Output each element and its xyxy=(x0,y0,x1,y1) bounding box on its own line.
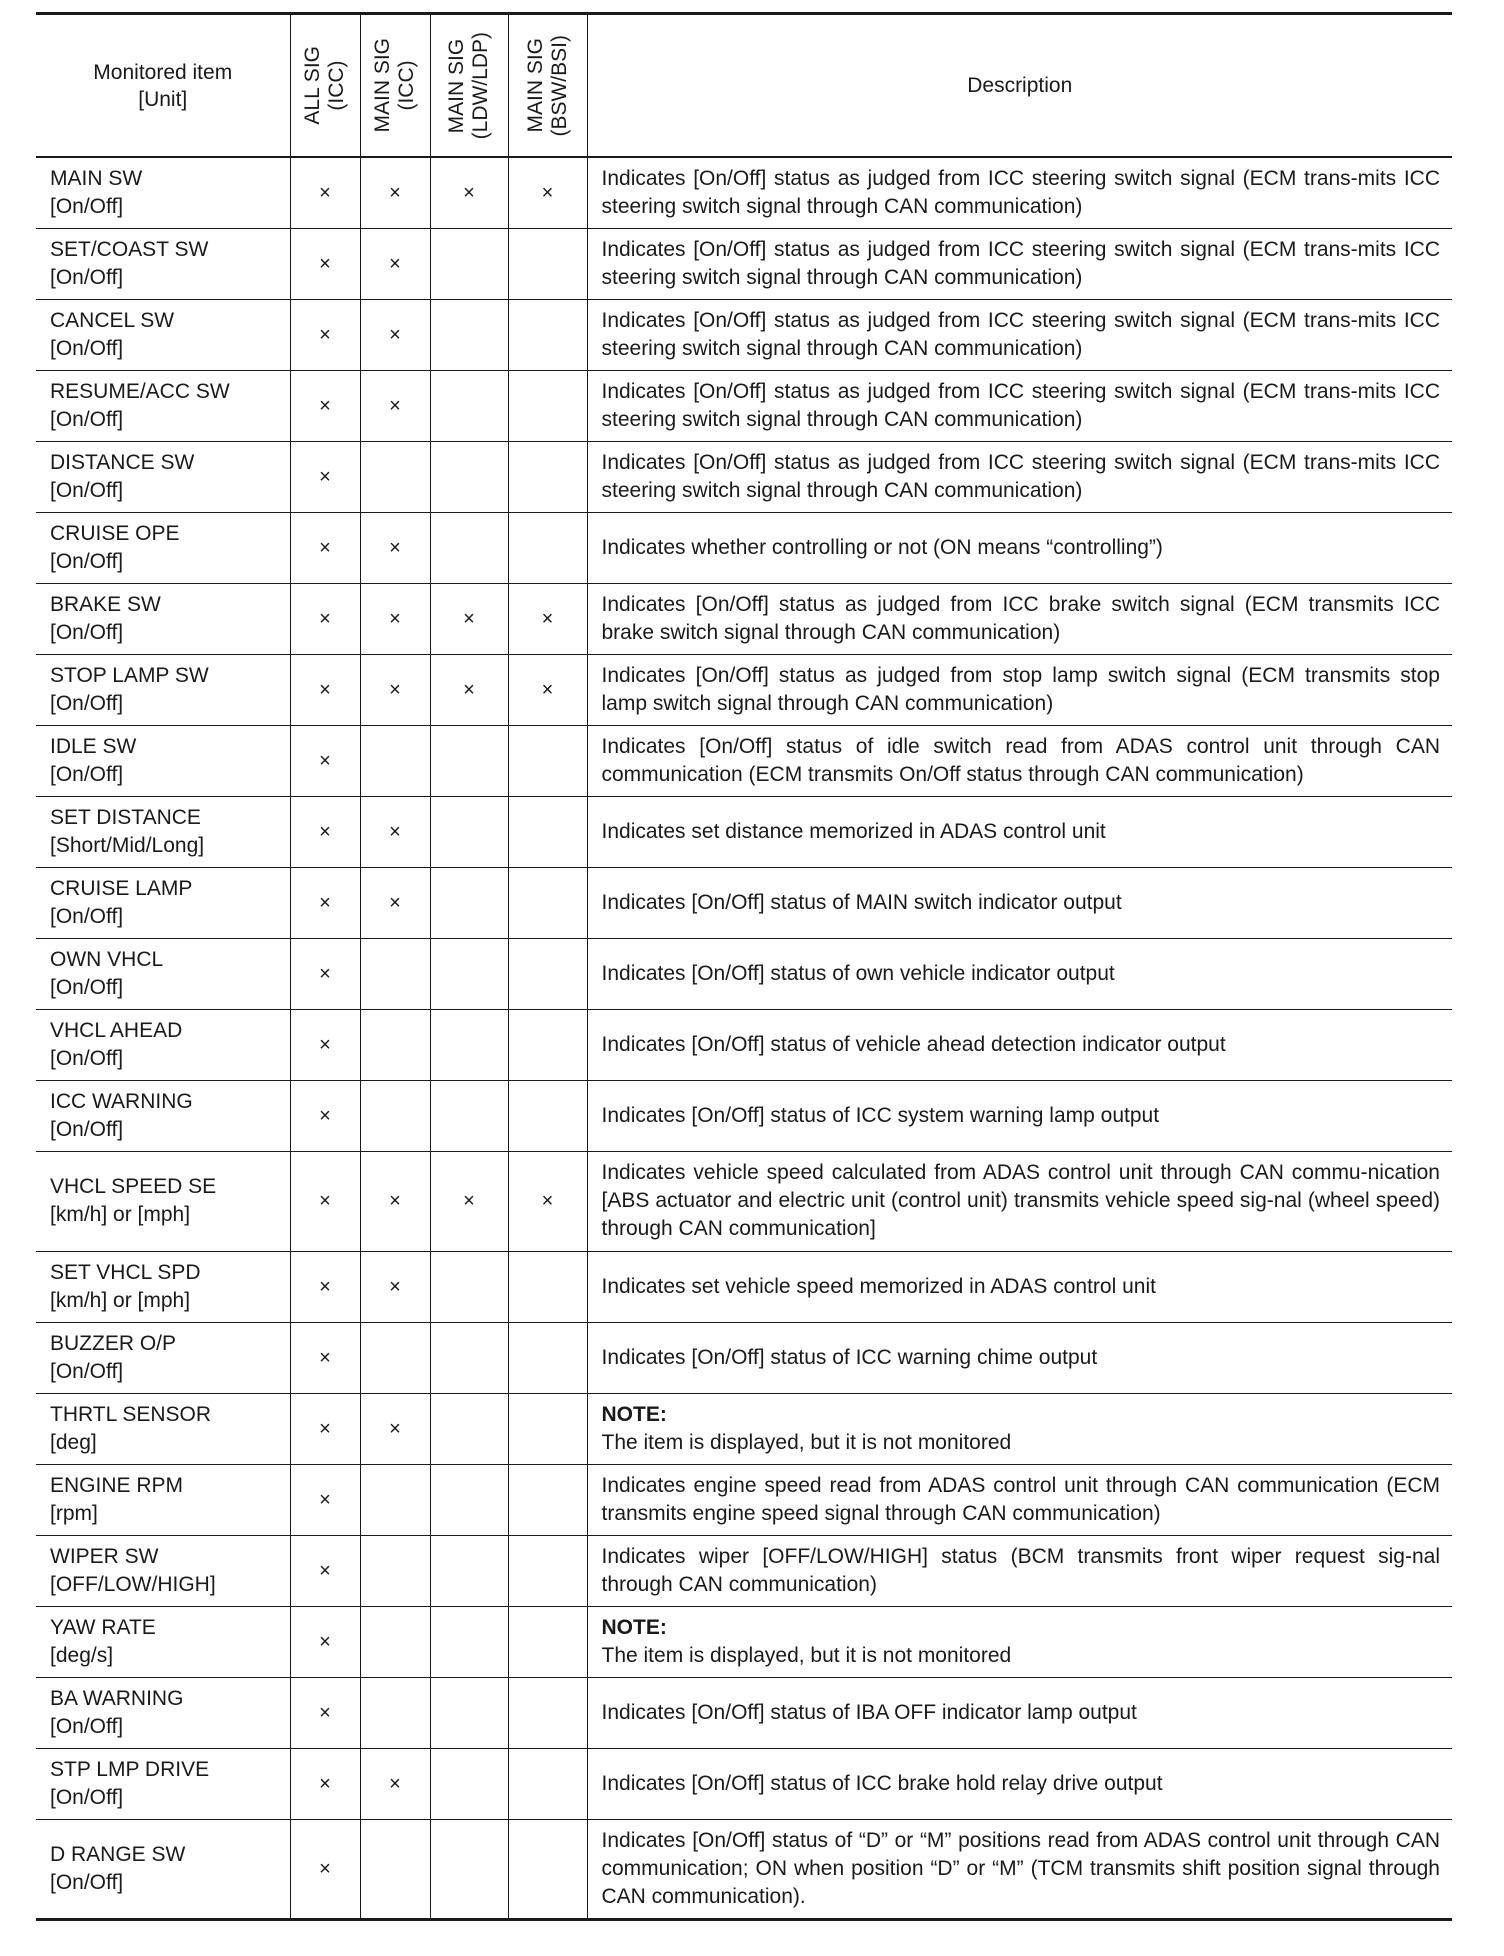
signal-mark-cell-3: × xyxy=(430,157,508,228)
signal-mark-cell-2 xyxy=(360,1677,430,1748)
header-main-sig-ldw-ldp xyxy=(430,14,508,158)
header-description-label: Description xyxy=(967,74,1073,97)
description-cell: Indicates engine speed read from ADAS control unit through CAN communication (ECM transmits engine speed signal through CAN communication) xyxy=(587,1464,1452,1535)
signal-mark-cell-2 xyxy=(360,725,430,796)
table-row xyxy=(36,1251,1452,1322)
signal-mark-cell-2 xyxy=(360,1464,430,1535)
signal-mark-cell-2 xyxy=(360,1322,430,1393)
monitored-item-cell: CRUISE LAMP [On/Off] xyxy=(36,867,290,938)
table-row xyxy=(36,1819,1452,1919)
table-row xyxy=(36,654,1452,725)
signal-mark-cell-1: × xyxy=(290,441,360,512)
monitored-item-cell: D RANGE SW [On/Off] xyxy=(36,1819,290,1919)
description-cell: Indicates [On/Off] status of ICC system warning lamp output xyxy=(587,1080,1452,1151)
header-main-sig-ldw-ldp-label: MAIN SIG (LDW/LDP) xyxy=(445,31,492,140)
monitored-item-cell: WIPER SW [OFF/LOW/HIGH] xyxy=(36,1535,290,1606)
header-main-sig-bsw-bsi-label: MAIN SIG (BSW/BSI) xyxy=(523,34,571,137)
table-row xyxy=(36,1009,1452,1080)
signal-mark-cell-3 xyxy=(430,1322,508,1393)
description-cell: Indicates [On/Off] status of own vehicle indicator output xyxy=(587,938,1452,1009)
table-row xyxy=(36,1393,1452,1464)
header-monitored-item-label: Monitored item [Unit] xyxy=(93,60,233,111)
signal-mark-cell-1: × xyxy=(290,583,360,654)
description-cell: Indicates [On/Off] status of “D” or “M” positions read from ADAS control unit through CAN communication; ON when position “D” or “M” (TCM transmits shift position signal through CAN communication). xyxy=(587,1819,1452,1919)
table-row xyxy=(36,370,1452,441)
description-cell: Indicates [On/Off] status as judged from stop lamp switch signal (ECM transmits stop lamp switch signal through CAN communication) xyxy=(587,654,1452,725)
description-cell: Indicates wiper [OFF/LOW/HIGH] status (BCM transmits front wiper request sig-nal through CAN communication) xyxy=(587,1535,1452,1606)
monitored-item-cell: OWN VHCL [On/Off] xyxy=(36,938,290,1009)
description-cell: Indicates [On/Off] status as judged from ICC steering switch signal (ECM trans-mits ICC steering switch signal through CAN communication) xyxy=(587,441,1452,512)
signal-mark-cell-4 xyxy=(508,370,587,441)
signal-mark-cell-1: × xyxy=(290,1251,360,1322)
signal-mark-cell-2: × xyxy=(360,867,430,938)
description-cell xyxy=(587,1393,1452,1464)
signal-mark-cell-4 xyxy=(508,441,587,512)
description-cell: Indicates [On/Off] status of ICC warning chime output xyxy=(587,1322,1452,1393)
description-cell: Indicates [On/Off] status of IBA OFF indicator lamp output xyxy=(587,1677,1452,1748)
monitored-item-cell: THRTL SENSOR [deg] xyxy=(36,1393,290,1464)
signal-mark-cell-2: × xyxy=(360,1151,430,1251)
table-row xyxy=(36,1535,1452,1606)
table-row xyxy=(36,1080,1452,1151)
table-row xyxy=(36,1464,1452,1535)
table-row xyxy=(36,725,1452,796)
monitored-item-cell: BUZZER O/P [On/Off] xyxy=(36,1322,290,1393)
signal-mark-cell-4 xyxy=(508,1819,587,1919)
signal-mark-cell-1: × xyxy=(290,1606,360,1677)
signal-mark-cell-4 xyxy=(508,1748,587,1819)
signal-mark-cell-4 xyxy=(508,796,587,867)
signal-mark-cell-3: × xyxy=(430,583,508,654)
signal-mark-cell-3 xyxy=(430,796,508,867)
signal-mark-cell-4 xyxy=(508,1251,587,1322)
signal-mark-cell-2: × xyxy=(360,1393,430,1464)
description-cell: Indicates [On/Off] status as judged from ICC steering switch signal (ECM trans-mits ICC steering switch signal through CAN communication) xyxy=(587,299,1452,370)
signal-mark-cell-2 xyxy=(360,1819,430,1919)
monitored-item-cell: RESUME/ACC SW [On/Off] xyxy=(36,370,290,441)
signal-mark-cell-1: × xyxy=(290,1464,360,1535)
signal-mark-cell-3 xyxy=(430,1251,508,1322)
signal-mark-cell-4: × xyxy=(508,654,587,725)
signal-mark-cell-3: × xyxy=(430,1151,508,1251)
signal-mark-cell-3 xyxy=(430,441,508,512)
signal-mark-cell-2: × xyxy=(360,157,430,228)
signal-mark-cell-1: × xyxy=(290,867,360,938)
signal-mark-cell-1: × xyxy=(290,796,360,867)
signal-mark-cell-3 xyxy=(430,1009,508,1080)
monitored-item-cell: CANCEL SW [On/Off] xyxy=(36,299,290,370)
signal-mark-cell-4 xyxy=(508,1393,587,1464)
monitored-item-cell: CRUISE OPE [On/Off] xyxy=(36,512,290,583)
signal-mark-cell-1: × xyxy=(290,1819,360,1919)
signal-mark-cell-3 xyxy=(430,512,508,583)
header-all-sig-icc-label: ALL SIG (ICC) xyxy=(301,46,348,125)
signal-mark-cell-3 xyxy=(430,1748,508,1819)
description-cell: Indicates set vehicle speed memorized in ADAS control unit xyxy=(587,1251,1452,1322)
description-cell: Indicates whether controlling or not (ON means “controlling”) xyxy=(587,512,1452,583)
table-row xyxy=(36,1322,1452,1393)
note-text: The item is displayed, but it is not monitored xyxy=(601,1643,1012,1667)
monitored-item-cell: STOP LAMP SW [On/Off] xyxy=(36,654,290,725)
table-row xyxy=(36,1748,1452,1819)
monitored-item-cell: IDLE SW [On/Off] xyxy=(36,725,290,796)
signal-mark-cell-2: × xyxy=(360,654,430,725)
monitored-item-cell: DISTANCE SW [On/Off] xyxy=(36,441,290,512)
signal-mark-cell-3 xyxy=(430,370,508,441)
signal-mark-cell-1: × xyxy=(290,725,360,796)
signal-mark-cell-3 xyxy=(430,299,508,370)
signal-mark-cell-1: × xyxy=(290,1393,360,1464)
signal-mark-cell-4 xyxy=(508,1322,587,1393)
monitor-item-table xyxy=(36,12,1452,1921)
signal-mark-cell-2: × xyxy=(360,796,430,867)
table-row xyxy=(36,299,1452,370)
header-main-sig-bsw-bsi xyxy=(508,14,587,158)
note-label: NOTE: xyxy=(601,1402,667,1426)
signal-mark-cell-4 xyxy=(508,1464,587,1535)
monitored-item-cell: SET DISTANCE [Short/Mid/Long] xyxy=(36,796,290,867)
signal-mark-cell-4: × xyxy=(508,157,587,228)
signal-mark-cell-4 xyxy=(508,1080,587,1151)
monitored-item-cell: BRAKE SW [On/Off] xyxy=(36,583,290,654)
signal-mark-cell-4 xyxy=(508,1009,587,1080)
signal-mark-cell-1: × xyxy=(290,157,360,228)
signal-mark-cell-4 xyxy=(508,725,587,796)
table-row xyxy=(36,441,1452,512)
signal-mark-cell-4 xyxy=(508,1606,587,1677)
description-cell: Indicates [On/Off] status of ICC brake hold relay drive output xyxy=(587,1748,1452,1819)
signal-mark-cell-4 xyxy=(508,1677,587,1748)
header-main-sig-icc xyxy=(360,14,430,158)
signal-mark-cell-4 xyxy=(508,938,587,1009)
signal-mark-cell-1: × xyxy=(290,512,360,583)
table-row xyxy=(36,512,1452,583)
signal-mark-cell-4 xyxy=(508,512,587,583)
description-cell: Indicates [On/Off] status as judged from ICC steering switch signal (ECM trans-mits ICC steering switch signal through CAN communication) xyxy=(587,228,1452,299)
header-description xyxy=(587,14,1452,158)
monitored-item-cell: SET/COAST SW [On/Off] xyxy=(36,228,290,299)
signal-mark-cell-1: × xyxy=(290,1322,360,1393)
table-row xyxy=(36,157,1452,228)
signal-mark-cell-3 xyxy=(430,867,508,938)
monitored-item-cell: ENGINE RPM [rpm] xyxy=(36,1464,290,1535)
description-cell: Indicates [On/Off] status as judged from ICC steering switch signal (ECM trans-mits ICC steering switch signal through CAN communication) xyxy=(587,370,1452,441)
signal-mark-cell-3 xyxy=(430,228,508,299)
signal-mark-cell-2 xyxy=(360,1606,430,1677)
signal-mark-cell-2: × xyxy=(360,583,430,654)
signal-mark-cell-3 xyxy=(430,1393,508,1464)
signal-mark-cell-1: × xyxy=(290,1080,360,1151)
signal-mark-cell-1: × xyxy=(290,370,360,441)
signal-mark-cell-4: × xyxy=(508,1151,587,1251)
signal-mark-cell-4 xyxy=(508,299,587,370)
monitored-item-cell: VHCL SPEED SE [km/h] or [mph] xyxy=(36,1151,290,1251)
monitored-item-cell: SET VHCL SPD [km/h] or [mph] xyxy=(36,1251,290,1322)
note-text: The item is displayed, but it is not monitored xyxy=(601,1430,1012,1454)
table-row xyxy=(36,583,1452,654)
signal-mark-cell-2: × xyxy=(360,512,430,583)
signal-mark-cell-4: × xyxy=(508,583,587,654)
signal-mark-cell-3: × xyxy=(430,654,508,725)
signal-mark-cell-2: × xyxy=(360,1748,430,1819)
signal-mark-cell-3 xyxy=(430,1080,508,1151)
monitored-item-cell: VHCL AHEAD [On/Off] xyxy=(36,1009,290,1080)
description-cell: Indicates set distance memorized in ADAS control unit xyxy=(587,796,1452,867)
signal-mark-cell-3 xyxy=(430,1464,508,1535)
note-label: NOTE: xyxy=(601,1615,667,1639)
signal-mark-cell-1: × xyxy=(290,1677,360,1748)
description-cell: Indicates [On/Off] status as judged from ICC brake switch signal (ECM transmits ICC brake switch signal through CAN communication) xyxy=(587,583,1452,654)
signal-mark-cell-2 xyxy=(360,1009,430,1080)
signal-mark-cell-1: × xyxy=(290,299,360,370)
signal-mark-cell-2: × xyxy=(360,299,430,370)
signal-mark-cell-3 xyxy=(430,1677,508,1748)
signal-mark-cell-2 xyxy=(360,938,430,1009)
description-cell: Indicates vehicle speed calculated from ADAS control unit through CAN commu-nication [ABS actuator and electric unit (control unit) transmits vehicle speed sig-nal (wheel speed) through CAN communication] xyxy=(587,1151,1452,1251)
description-cell: Indicates [On/Off] status of vehicle ahead detection indicator output xyxy=(587,1009,1452,1080)
signal-mark-cell-3 xyxy=(430,1606,508,1677)
description-cell: Indicates [On/Off] status as judged from ICC steering switch signal (ECM trans-mits ICC steering switch signal through CAN communication) xyxy=(587,157,1452,228)
table-header xyxy=(36,14,1452,158)
signal-mark-cell-3 xyxy=(430,1819,508,1919)
signal-mark-cell-2: × xyxy=(360,228,430,299)
signal-mark-cell-1: × xyxy=(290,1151,360,1251)
signal-mark-cell-3 xyxy=(430,938,508,1009)
signal-mark-cell-1: × xyxy=(290,1748,360,1819)
signal-mark-cell-1: × xyxy=(290,228,360,299)
description-cell: Indicates [On/Off] status of idle switch read from ADAS control unit through CAN communication (ECM transmits On/Off status through CAN communication) xyxy=(587,725,1452,796)
signal-mark-cell-3 xyxy=(430,725,508,796)
signal-mark-cell-2 xyxy=(360,1080,430,1151)
signal-mark-cell-1: × xyxy=(290,654,360,725)
signal-mark-cell-2: × xyxy=(360,370,430,441)
signal-mark-cell-1: × xyxy=(290,1009,360,1080)
signal-mark-cell-4 xyxy=(508,1535,587,1606)
table-body xyxy=(36,157,1452,1919)
monitored-item-cell: YAW RATE [deg/s] xyxy=(36,1606,290,1677)
table-row xyxy=(36,1606,1452,1677)
header-monitored-item xyxy=(36,14,290,158)
description-cell: Indicates [On/Off] status of MAIN switch indicator output xyxy=(587,867,1452,938)
signal-mark-cell-2 xyxy=(360,441,430,512)
signal-mark-cell-4 xyxy=(508,228,587,299)
signal-mark-cell-4 xyxy=(508,867,587,938)
monitored-item-cell: BA WARNING [On/Off] xyxy=(36,1677,290,1748)
signal-mark-cell-2: × xyxy=(360,1251,430,1322)
table-row xyxy=(36,1151,1452,1251)
monitored-item-cell: ICC WARNING [On/Off] xyxy=(36,1080,290,1151)
table-row xyxy=(36,1677,1452,1748)
table-row xyxy=(36,867,1452,938)
description-cell xyxy=(587,1606,1452,1677)
table-row xyxy=(36,228,1452,299)
header-all-sig-icc xyxy=(290,14,360,158)
signal-mark-cell-2 xyxy=(360,1535,430,1606)
table-row xyxy=(36,796,1452,867)
header-row xyxy=(36,14,1452,158)
header-main-sig-icc-label: MAIN SIG (ICC) xyxy=(371,38,418,133)
monitored-item-cell: MAIN SW [On/Off] xyxy=(36,157,290,228)
signal-mark-cell-1: × xyxy=(290,938,360,1009)
signal-mark-cell-1: × xyxy=(290,1535,360,1606)
signal-mark-cell-3 xyxy=(430,1535,508,1606)
table-row xyxy=(36,938,1452,1009)
monitored-item-cell: STP LMP DRIVE [On/Off] xyxy=(36,1748,290,1819)
